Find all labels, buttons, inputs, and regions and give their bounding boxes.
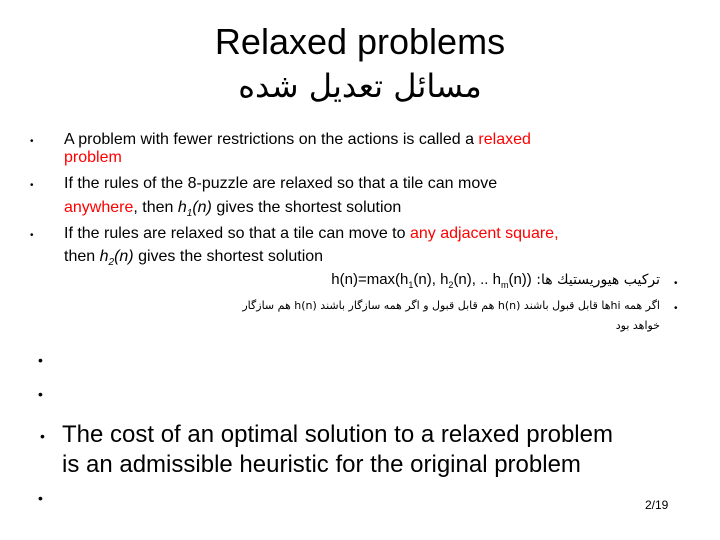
final-bullet-line-2: is an admissible heuristic for the original problem	[62, 451, 581, 478]
slide-title: Relaxed problems	[214, 21, 506, 62]
final-bullet-line-1: The cost of an optimal solution to a relaxed problem	[62, 421, 613, 448]
max-formula: $h(n)=\max(h_1(n)$, $h_2(n)$, .. $h_m(n)$)	[331, 271, 532, 290]
bullet-dot: •	[674, 278, 678, 289]
slide-subtitle-persian: مسائل تعدیل شده	[238, 67, 482, 105]
bullet-1-line-1	[64, 131, 531, 149]
persian-line-1	[100, 271, 660, 294]
persian-combination-label: ترکیب هیوریستیك ها:	[531, 272, 660, 288]
empty-bullet: •	[38, 352, 43, 368]
empty-bullet: •	[38, 490, 43, 506]
slide-number: 2/19	[645, 498, 669, 512]
bullet-dot: •	[30, 230, 34, 241]
bullet-2-red-anywhere: anywhere	[64, 199, 134, 216]
bullet-1-text: A problem with fewer restrictions on the actions is called a	[64, 131, 479, 148]
bullet-dot: •	[30, 180, 34, 191]
heuristic-h1: $h_1(n)$	[177, 199, 212, 220]
empty-bullet: •	[38, 386, 43, 402]
bullet-dot: •	[30, 136, 34, 147]
persian-line-2: اگر همه hiها قابل قبول باشند h(n) هم قابل قبول و اگر همه سازگار باشند h(n) هم سازگار	[242, 299, 660, 312]
bullet-2-line-1: If the rules of the 8-puzzle are relaxed so that a tile can move	[64, 175, 498, 192]
bullet-1-red-problem: problem	[64, 149, 122, 166]
bullet-2-line-2: anywhere, then $h_1(n)$ gives the shortest solution	[64, 199, 402, 220]
persian-line-3: خواهد بود	[615, 319, 660, 332]
bullet-dot: •	[674, 303, 678, 314]
bullet-1-red-relaxed: relaxed	[478, 131, 531, 148]
bullet-3-line-2: then $h_2(n)$ gives the shortest solution	[64, 248, 324, 269]
heuristic-h2: $h_2(n)$	[99, 248, 134, 269]
bullet-3-red-adjacent: any adjacent square,	[409, 225, 559, 242]
bullet-dot: •	[40, 428, 45, 444]
bullet-3-line-1: If the rules are relaxed so that a tile can move to any adjacent square,	[64, 225, 559, 242]
